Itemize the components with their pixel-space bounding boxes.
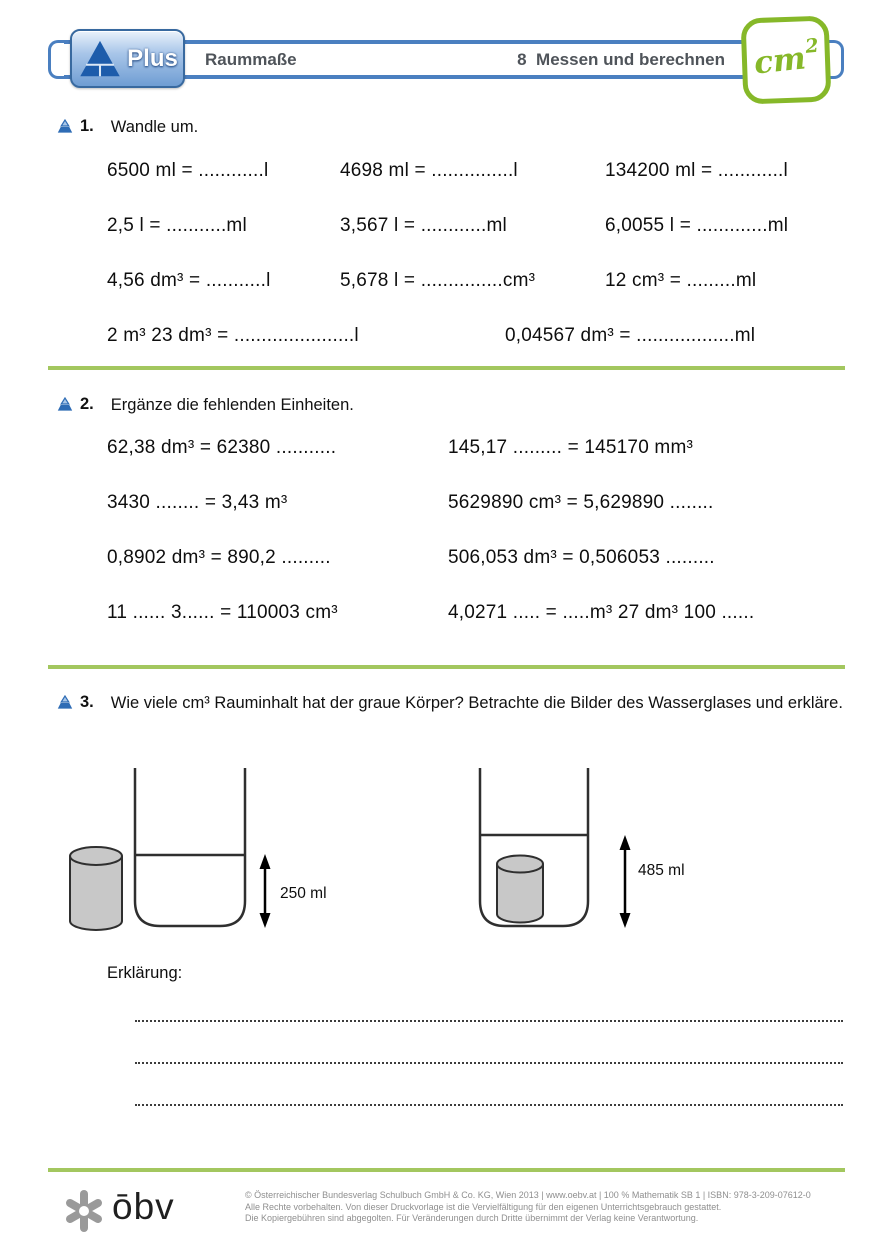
unit-item: 506,053 dm³ = 0,506053 ......... bbox=[448, 547, 715, 568]
copyright-line: © Österreichischer Bundesverlag Schulbuch GmbH & Co. KG, Wien 2013 | www.oebv.at | 100 % Mathematik SB 1 | ISBN: 978-3-209-07612-0 bbox=[245, 1190, 811, 1200]
answer-line[interactable] bbox=[135, 1104, 843, 1106]
task-prompt: Ergänze die fehlenden Einheiten. bbox=[110, 396, 354, 414]
plus-series-badge bbox=[70, 29, 185, 88]
task-prompt: Wie viele cm³ Rauminhalt hat der graue Körper? Betrachte die Bilder des Wasserglases und erkläre. bbox=[110, 694, 843, 712]
gray-cylinder-inside bbox=[497, 856, 543, 923]
unit-item: 145,17 ......... = 145170 mm³ bbox=[448, 437, 694, 458]
section-divider bbox=[48, 665, 845, 669]
task-prompt: Wandle um. bbox=[110, 118, 199, 136]
task-number: 3. bbox=[80, 693, 94, 711]
task-number: 2. bbox=[80, 395, 94, 413]
unit-item: 5629890 cm³ = 5,629890 ........ bbox=[448, 492, 714, 513]
copyright-line: Die Kopiergebühren sind abgegolten. Für Veränderungen durch Dritte übernimmt der Verlag keine Verantwortung. bbox=[245, 1213, 699, 1223]
pyramid-logo-icon bbox=[77, 37, 123, 81]
unit-item: 4,0271 ..... = .....m³ 27 dm³ 100 ...... bbox=[448, 602, 755, 623]
answer-line[interactable] bbox=[135, 1020, 843, 1022]
unit-item: 62,38 dm³ = 62380 ........... bbox=[107, 437, 337, 458]
gray-cylinder-outside bbox=[70, 847, 122, 930]
section-divider bbox=[48, 366, 845, 370]
conversion-item: 6,0055 l = .............ml bbox=[605, 215, 789, 236]
water-glass-figure bbox=[60, 763, 720, 938]
cm2-logo bbox=[741, 15, 832, 104]
unit-item: 0,8902 dm³ = 890,2 ......... bbox=[107, 547, 331, 568]
oebv-star-icon bbox=[62, 1189, 106, 1233]
page-title: Raummaße bbox=[205, 50, 297, 69]
cm2-logo-text: $cm^2$ bbox=[751, 34, 820, 82]
conversion-item: 2 m³ 23 dm³ = ......................l bbox=[107, 325, 359, 346]
oebv-logo-text: ōbv bbox=[112, 1186, 175, 1227]
conversion-item: 4698 ml = ...............l bbox=[340, 160, 518, 181]
explanation-label: Erklärung: bbox=[107, 964, 183, 982]
conversion-item: 12 cm³ = .........ml bbox=[605, 270, 757, 291]
glass-before bbox=[135, 768, 245, 926]
right-volume-label: 485 ml bbox=[638, 862, 685, 879]
task-1-header bbox=[56, 116, 198, 138]
task-triangle-icon bbox=[56, 695, 74, 710]
conversion-item: 134200 ml = ............l bbox=[605, 160, 788, 181]
measure-arrow-right bbox=[620, 835, 631, 928]
footer-divider bbox=[48, 1168, 845, 1172]
conversion-item: 6500 ml = ............l bbox=[107, 160, 269, 181]
conversion-item: 2,5 l = ...........ml bbox=[107, 215, 247, 236]
chapter-title: 8 Messen und berechnen bbox=[517, 50, 725, 69]
unit-item: 3430 ........ = 3,43 m³ bbox=[107, 492, 288, 513]
task-triangle-icon bbox=[56, 397, 74, 412]
conversion-item: 0,04567 dm³ = ..................ml bbox=[505, 325, 756, 346]
conversion-item: 4,56 dm³ = ...........l bbox=[107, 270, 271, 291]
measure-arrow-left bbox=[260, 854, 271, 928]
conversion-item: 5,678 l = ...............cm³ bbox=[340, 270, 536, 291]
unit-item: 11 ...... 3...... = 110003 cm³ bbox=[107, 602, 338, 623]
copyright-line: Alle Rechte vorbehalten. Von dieser Druckvorlage ist die Vervielfältigung für den eigenen Unterrichtsgebrauch gestattet. bbox=[245, 1201, 722, 1212]
task-2-header bbox=[56, 394, 354, 416]
task-3-header bbox=[56, 692, 843, 714]
answer-line[interactable] bbox=[135, 1062, 843, 1064]
copyright-block bbox=[245, 1190, 845, 1225]
plus-badge-label: Plus bbox=[127, 44, 178, 72]
task-number: 1. bbox=[80, 117, 94, 135]
left-volume-label: 250 ml bbox=[280, 885, 327, 902]
conversion-item: 3,567 l = ............ml bbox=[340, 215, 507, 236]
task-triangle-icon bbox=[56, 119, 74, 134]
